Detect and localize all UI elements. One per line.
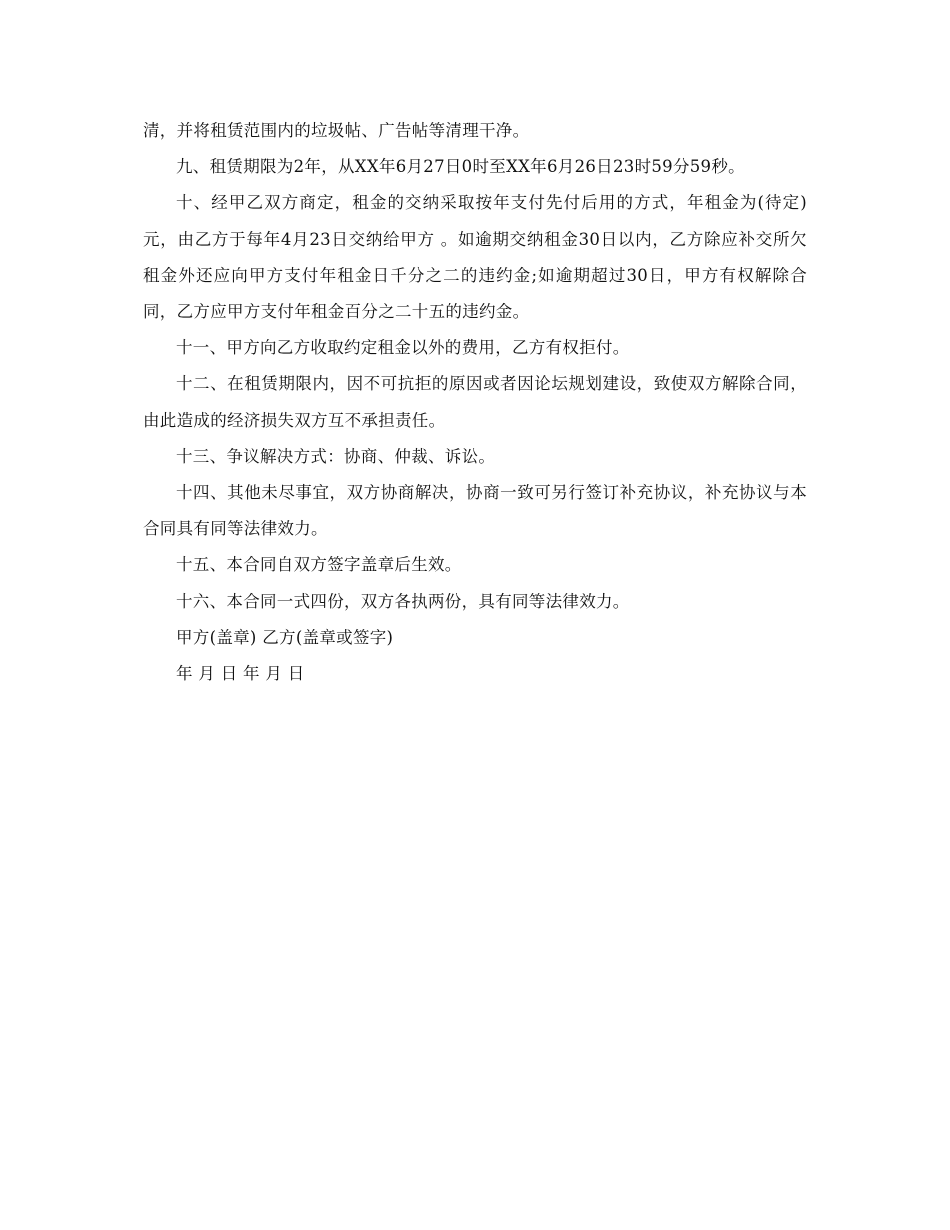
- paragraph-clause-16-copies: 十六、本合同一式四份，双方各执两份，具有同等法律效力。: [176, 591, 630, 611]
- paragraph-clause-12-force-majeure: 十二、在租赁期限内，因不可抗拒的原因或者因论坛规划建设，致使双方解除合同，由此造成的经济损失双方互不承担责任。: [143, 374, 807, 430]
- contract-body: [143, 113, 807, 692]
- date-line: 年 月 日 年 月 日: [176, 664, 305, 684]
- paragraph-clause-9-lease-term: 九、租赁期限为2年，从XX年6月27日0时至XX年6月26日23时59分59秒。: [176, 157, 745, 177]
- signature-line: 甲方(盖章) 乙方(盖章或签字): [176, 627, 394, 647]
- paragraph-clause-11-extra-fees: 十一、甲方向乙方收取约定租金以外的费用，乙方有权拒付。: [176, 338, 630, 358]
- paragraph-clause-15-effective: 十五、本合同自双方签字盖章后生效。: [176, 555, 462, 575]
- paragraph-cleanup-clause: 清，并将租赁范围内的垃圾帖、广告帖等清理干净。: [143, 121, 530, 140]
- paragraph-clause-10-rent-payment: 十、经甲乙双方商定，租金的交纳采取按年支付先付后用的方式，年租金为(待定)元，由乙方于每年4月23日交纳给甲方 。如逾期交纳租金30日以内，乙方除应补交所欠租金外还应向甲方支付年租金日千分之二的违约金;如逾期超过30日，甲方有权解除合同，乙方应甲方支付年租金百分之二十五的违约金。: [143, 193, 807, 322]
- paragraph-clause-13-dispute: 十三、争议解决方式：协商、仲裁、诉讼。: [176, 446, 496, 466]
- paragraph-clause-14-supplement: 十四、其他未尽事宜，双方协商解决，协商一致可另行签订补充协议，补充协议与本合同具有同等法律效力。: [143, 483, 807, 539]
